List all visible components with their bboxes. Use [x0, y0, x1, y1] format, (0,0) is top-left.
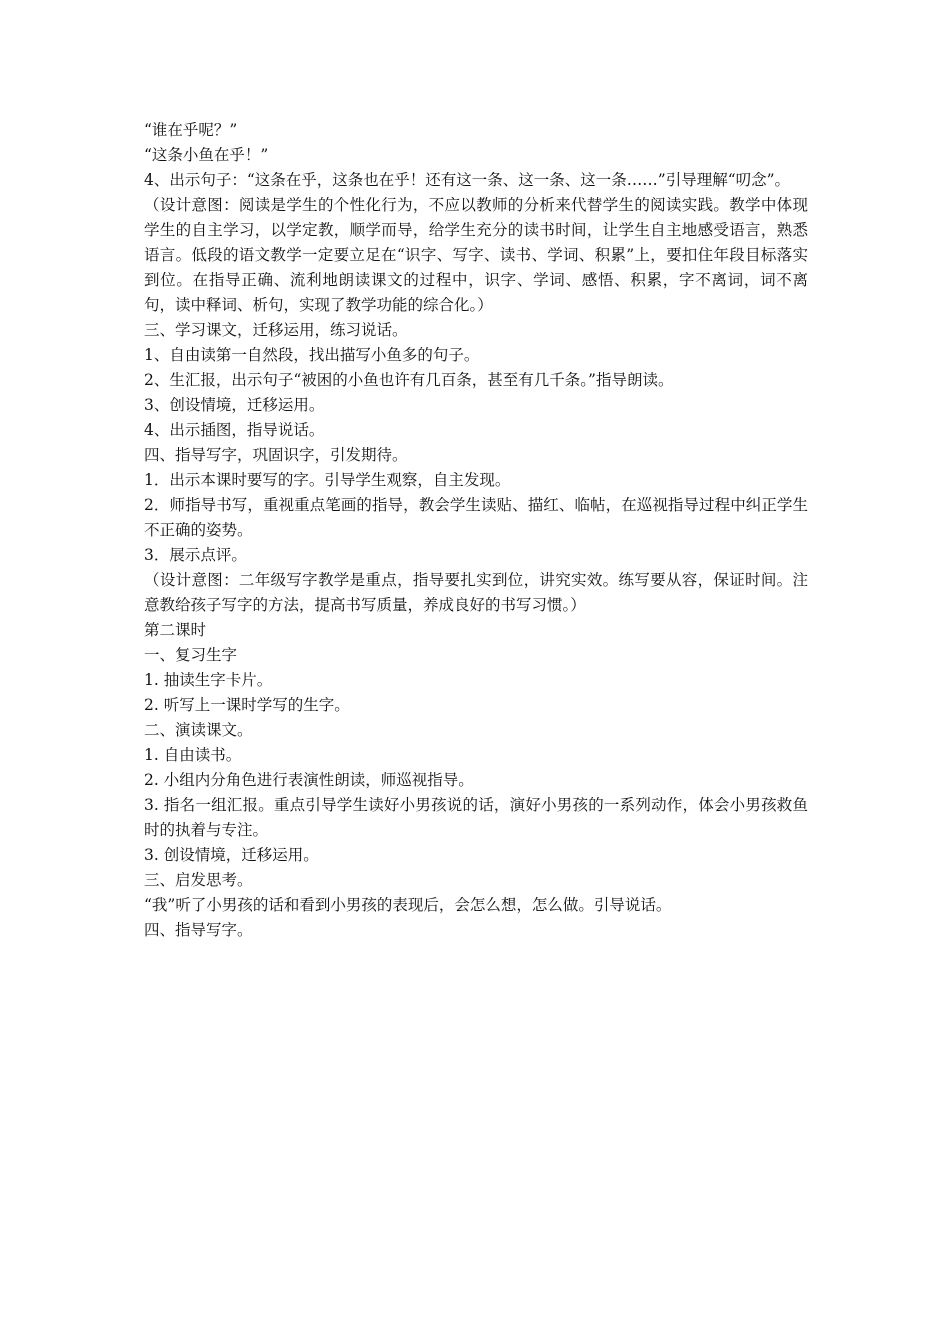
paragraph: 3．展示点评。: [144, 546, 247, 564]
lesson-heading: 第二课时: [144, 621, 207, 639]
paragraph: 1. 抽读生字卡片。: [144, 671, 273, 689]
paragraph: 2. 听写上一课时学写的生字。: [144, 696, 350, 714]
paragraph: 1. 自由读书。: [144, 746, 242, 764]
paragraph: “这条小鱼在乎！”: [144, 146, 269, 164]
section-heading: 四、指导写字。: [144, 921, 253, 939]
section-heading: 四、指导写字，巩固识字，引发期待。: [144, 446, 408, 464]
section-heading: 二、演读课文。: [144, 721, 253, 739]
section-heading: 一、复习生字: [144, 646, 238, 664]
paragraph: 3. 指名一组汇报。重点引导学生读好小男孩说的话，演好小男孩的一系列动作，体会小男孩救鱼时的执着与专注。: [144, 796, 808, 839]
paragraph: 2. 小组内分角色进行表演性朗读，师巡视指导。: [144, 771, 474, 789]
paragraph: “我”听了小男孩的话和看到小男孩的表现后，会怎么想，怎么做。引导说话。: [144, 896, 672, 914]
section-heading: 三、启发思考。: [144, 871, 253, 889]
paragraph: 3、创设情境，迁移运用。: [144, 396, 325, 414]
design-intent-note: （设计意图：阅读是学生的个性化行为，不应以教师的分析来代替学生的阅读实践。教学中体现学生的自主学习，以学定教，顺学而导，给学生充分的读书时间，让学生自主地感受语言，熟悉语言。低段的语文教学一定要立足在“识字、写字、读书、学词、积累”上，要扣住年段目标落实到位。在指导正确、流利地朗读课文的过程中，识字、学词、感悟、积累，字不离词，词不离句，读中释词、析句，实现了教学功能的综合化。）: [144, 196, 808, 314]
paragraph: 4、出示插图，指导说话。: [144, 421, 325, 439]
paragraph: 4、出示句子：“这条在乎，这条也在乎！还有这一条、这一条、这一条……”引导理解“叨念”。: [144, 171, 791, 189]
paragraph: 1．出示本课时要写的字。引导学生观察，自主发现。: [144, 471, 511, 489]
document-body: [144, 118, 808, 943]
paragraph: “谁在乎呢？”: [144, 121, 238, 139]
paragraph: 1、自由读第一自然段，找出描写小鱼多的句子。: [144, 346, 480, 364]
paragraph: 3. 创设情境，迁移运用。: [144, 846, 319, 864]
paragraph: 2、生汇报，出示句子“被困的小鱼也许有几百条，甚至有几千条。”指导朗读。: [144, 371, 674, 389]
paragraph: 2．师指导书写，重视重点笔画的指导，教会学生读贴、描红、临帖，在巡视指导过程中纠正学生不正确的姿势。: [144, 496, 808, 539]
section-heading: 三、学习课文，迁移运用，练习说话。: [144, 321, 408, 339]
design-intent-note: （设计意图：二年级写字教学是重点，指导要扎实到位，讲究实效。练写要从容，保证时间。注意教给孩子写字的方法，提高书写质量，养成良好的书写习惯。）: [144, 571, 808, 614]
